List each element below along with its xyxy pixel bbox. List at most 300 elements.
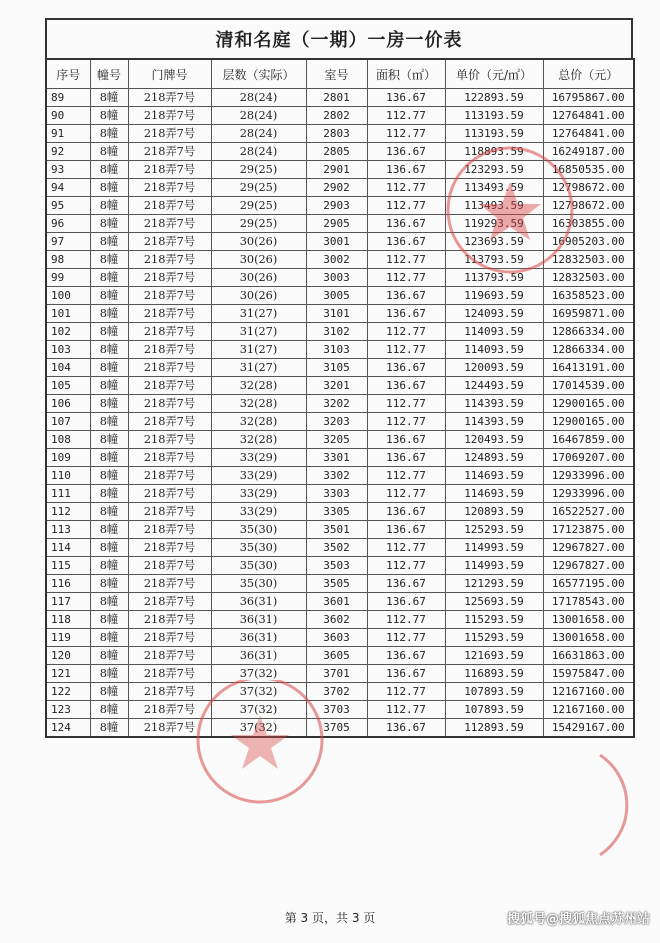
floor-actual-cell: 30(26) xyxy=(211,251,306,269)
building-number-cell: 8幢 xyxy=(90,701,128,719)
floor-actual-cell: 28(24) xyxy=(211,89,306,107)
room-number-cell: 3103 xyxy=(306,341,367,359)
building-number-cell: 8幢 xyxy=(90,467,128,485)
row-number-cell: 102 xyxy=(46,323,90,341)
area-cell: 112.77 xyxy=(367,683,445,701)
area-cell: 112.77 xyxy=(367,125,445,143)
building-number-cell: 8幢 xyxy=(90,575,128,593)
row-number-cell: 113 xyxy=(46,521,90,539)
unit-price-cell: 114093.59 xyxy=(445,323,543,341)
area-cell: 112.77 xyxy=(367,629,445,647)
door-number-cell: 218弄7号 xyxy=(128,125,211,143)
total-price-cell: 15975847.00 xyxy=(543,665,634,683)
area-cell: 136.67 xyxy=(367,449,445,467)
row-number-cell: 118 xyxy=(46,611,90,629)
total-price-cell: 17069207.00 xyxy=(543,449,634,467)
table-row xyxy=(46,179,634,197)
unit-price-cell: 115293.59 xyxy=(445,611,543,629)
building-number-cell: 8幢 xyxy=(90,719,128,738)
row-number-cell: 107 xyxy=(46,413,90,431)
total-price-cell: 12900165.00 xyxy=(543,395,634,413)
floor-actual-cell: 31(27) xyxy=(211,341,306,359)
unit-price-cell: 118893.59 xyxy=(445,143,543,161)
total-price-cell: 12832503.00 xyxy=(543,269,634,287)
unit-price-cell: 114393.59 xyxy=(445,413,543,431)
door-number-cell: 218弄7号 xyxy=(128,701,211,719)
total-price-cell: 16577195.00 xyxy=(543,575,634,593)
floor-actual-cell: 33(29) xyxy=(211,503,306,521)
room-number-cell: 3705 xyxy=(306,719,367,738)
total-price-cell: 12866334.00 xyxy=(543,341,634,359)
column-header: 单价（元/㎡） xyxy=(445,59,543,89)
building-number-cell: 8幢 xyxy=(90,413,128,431)
building-number-cell: 8幢 xyxy=(90,377,128,395)
total-price-cell: 12798672.00 xyxy=(543,197,634,215)
door-number-cell: 218弄7号 xyxy=(128,593,211,611)
total-price-cell: 16850535.00 xyxy=(543,161,634,179)
room-number-cell: 3505 xyxy=(306,575,367,593)
total-price-cell: 12933996.00 xyxy=(543,467,634,485)
building-number-cell: 8幢 xyxy=(90,449,128,467)
row-number-cell: 105 xyxy=(46,377,90,395)
total-price-cell: 12167160.00 xyxy=(543,701,634,719)
building-number-cell: 8幢 xyxy=(90,665,128,683)
building-number-cell: 8幢 xyxy=(90,503,128,521)
table-row xyxy=(46,233,634,251)
building-number-cell: 8幢 xyxy=(90,197,128,215)
room-number-cell: 3502 xyxy=(306,539,367,557)
unit-price-cell: 121293.59 xyxy=(445,575,543,593)
table-row xyxy=(46,305,634,323)
door-number-cell: 218弄7号 xyxy=(128,341,211,359)
floor-actual-cell: 29(25) xyxy=(211,179,306,197)
total-price-cell: 17178543.00 xyxy=(543,593,634,611)
door-number-cell: 218弄7号 xyxy=(128,305,211,323)
unit-price-cell: 114093.59 xyxy=(445,341,543,359)
unit-price-cell: 113793.59 xyxy=(445,251,543,269)
row-number-cell: 99 xyxy=(46,269,90,287)
table-row xyxy=(46,539,634,557)
room-number-cell: 2801 xyxy=(306,89,367,107)
total-price-cell: 13001658.00 xyxy=(543,629,634,647)
room-number-cell: 3203 xyxy=(306,413,367,431)
unit-price-cell: 114393.59 xyxy=(445,395,543,413)
total-price-cell: 12764841.00 xyxy=(543,125,634,143)
table-row xyxy=(46,701,634,719)
floor-actual-cell: 32(28) xyxy=(211,431,306,449)
area-cell: 136.67 xyxy=(367,647,445,665)
unit-price-cell: 119693.59 xyxy=(445,287,543,305)
floor-actual-cell: 35(30) xyxy=(211,521,306,539)
door-number-cell: 218弄7号 xyxy=(128,539,211,557)
unit-price-cell: 121693.59 xyxy=(445,647,543,665)
total-price-cell: 16413191.00 xyxy=(543,359,634,377)
door-number-cell: 218弄7号 xyxy=(128,449,211,467)
table-row xyxy=(46,413,634,431)
table-row xyxy=(46,503,634,521)
floor-actual-cell: 37(32) xyxy=(211,665,306,683)
table-row xyxy=(46,683,634,701)
room-number-cell: 3102 xyxy=(306,323,367,341)
total-price-cell: 12933996.00 xyxy=(543,485,634,503)
door-number-cell: 218弄7号 xyxy=(128,629,211,647)
total-price-cell: 16303855.00 xyxy=(543,215,634,233)
table-row xyxy=(46,215,634,233)
table-row xyxy=(46,323,634,341)
table-row xyxy=(46,89,634,107)
floor-actual-cell: 32(28) xyxy=(211,377,306,395)
building-number-cell: 8幢 xyxy=(90,215,128,233)
table-row xyxy=(46,665,634,683)
room-number-cell: 2905 xyxy=(306,215,367,233)
floor-actual-cell: 36(31) xyxy=(211,611,306,629)
total-price-cell: 12832503.00 xyxy=(543,251,634,269)
door-number-cell: 218弄7号 xyxy=(128,107,211,125)
area-cell: 112.77 xyxy=(367,557,445,575)
document-title: 清和名庭（一期）一房一价表 xyxy=(45,18,633,58)
table-body xyxy=(46,89,634,738)
room-number-cell: 2802 xyxy=(306,107,367,125)
floor-actual-cell: 28(24) xyxy=(211,125,306,143)
row-number-cell: 100 xyxy=(46,287,90,305)
building-number-cell: 8幢 xyxy=(90,395,128,413)
column-header: 层数（实际） xyxy=(211,59,306,89)
area-cell: 136.67 xyxy=(367,287,445,305)
row-number-cell: 101 xyxy=(46,305,90,323)
building-number-cell: 8幢 xyxy=(90,629,128,647)
unit-price-cell: 124493.59 xyxy=(445,377,543,395)
page-number: 第 3 页，共 3 页 xyxy=(284,911,376,925)
column-header: 面积（㎡） xyxy=(367,59,445,89)
row-number-cell: 106 xyxy=(46,395,90,413)
unit-price-cell: 112893.59 xyxy=(445,719,543,738)
floor-actual-cell: 28(24) xyxy=(211,143,306,161)
floor-actual-cell: 36(31) xyxy=(211,647,306,665)
unit-price-cell: 114993.59 xyxy=(445,557,543,575)
unit-price-cell: 113193.59 xyxy=(445,107,543,125)
unit-price-cell: 123693.59 xyxy=(445,233,543,251)
door-number-cell: 218弄7号 xyxy=(128,395,211,413)
table-row xyxy=(46,629,634,647)
area-cell: 112.77 xyxy=(367,395,445,413)
area-cell: 112.77 xyxy=(367,539,445,557)
column-header: 室号 xyxy=(306,59,367,89)
unit-price-cell: 120093.59 xyxy=(445,359,543,377)
door-number-cell: 218弄7号 xyxy=(128,413,211,431)
table-row xyxy=(46,269,634,287)
total-price-cell: 16522527.00 xyxy=(543,503,634,521)
room-number-cell: 3202 xyxy=(306,395,367,413)
building-number-cell: 8幢 xyxy=(90,143,128,161)
area-cell: 112.77 xyxy=(367,413,445,431)
area-cell: 112.77 xyxy=(367,701,445,719)
room-number-cell: 2803 xyxy=(306,125,367,143)
floor-actual-cell: 30(26) xyxy=(211,287,306,305)
area-cell: 136.67 xyxy=(367,665,445,683)
area-cell: 136.67 xyxy=(367,89,445,107)
door-number-cell: 218弄7号 xyxy=(128,89,211,107)
floor-actual-cell: 35(30) xyxy=(211,557,306,575)
total-price-cell: 12764841.00 xyxy=(543,107,634,125)
room-number-cell: 3501 xyxy=(306,521,367,539)
unit-price-cell: 113193.59 xyxy=(445,125,543,143)
door-number-cell: 218弄7号 xyxy=(128,485,211,503)
row-number-cell: 124 xyxy=(46,719,90,738)
room-number-cell: 3702 xyxy=(306,683,367,701)
floor-actual-cell: 28(24) xyxy=(211,107,306,125)
floor-actual-cell: 29(25) xyxy=(211,161,306,179)
building-number-cell: 8幢 xyxy=(90,125,128,143)
row-number-cell: 103 xyxy=(46,341,90,359)
floor-actual-cell: 31(27) xyxy=(211,305,306,323)
floor-actual-cell: 35(30) xyxy=(211,539,306,557)
table-row xyxy=(46,341,634,359)
door-number-cell: 218弄7号 xyxy=(128,719,211,738)
door-number-cell: 218弄7号 xyxy=(128,197,211,215)
header-row xyxy=(46,59,634,89)
building-number-cell: 8幢 xyxy=(90,305,128,323)
unit-price-cell: 107893.59 xyxy=(445,701,543,719)
area-cell: 112.77 xyxy=(367,107,445,125)
building-number-cell: 8幢 xyxy=(90,107,128,125)
table-row xyxy=(46,251,634,269)
row-number-cell: 97 xyxy=(46,233,90,251)
room-number-cell: 3003 xyxy=(306,269,367,287)
area-cell: 112.77 xyxy=(367,179,445,197)
door-number-cell: 218弄7号 xyxy=(128,503,211,521)
floor-actual-cell: 33(29) xyxy=(211,449,306,467)
door-number-cell: 218弄7号 xyxy=(128,665,211,683)
door-number-cell: 218弄7号 xyxy=(128,323,211,341)
area-cell: 112.77 xyxy=(367,467,445,485)
row-number-cell: 117 xyxy=(46,593,90,611)
row-number-cell: 110 xyxy=(46,467,90,485)
table-row xyxy=(46,719,634,738)
unit-price-cell: 119293.59 xyxy=(445,215,543,233)
table-row xyxy=(46,107,634,125)
total-price-cell: 16249187.00 xyxy=(543,143,634,161)
area-cell: 136.67 xyxy=(367,161,445,179)
row-number-cell: 94 xyxy=(46,179,90,197)
unit-price-cell: 124093.59 xyxy=(445,305,543,323)
table-row xyxy=(46,611,634,629)
price-table xyxy=(45,58,635,738)
unit-price-cell: 120493.59 xyxy=(445,431,543,449)
total-price-cell: 12967827.00 xyxy=(543,539,634,557)
row-number-cell: 119 xyxy=(46,629,90,647)
room-number-cell: 3105 xyxy=(306,359,367,377)
area-cell: 136.67 xyxy=(367,431,445,449)
building-number-cell: 8幢 xyxy=(90,89,128,107)
table-row xyxy=(46,287,634,305)
floor-actual-cell: 37(32) xyxy=(211,701,306,719)
partial-seal-stamp xyxy=(590,745,650,865)
floor-actual-cell: 36(31) xyxy=(211,593,306,611)
building-number-cell: 8幢 xyxy=(90,161,128,179)
door-number-cell: 218弄7号 xyxy=(128,683,211,701)
floor-actual-cell: 35(30) xyxy=(211,575,306,593)
table-row xyxy=(46,467,634,485)
row-number-cell: 123 xyxy=(46,701,90,719)
table-row xyxy=(46,161,634,179)
row-number-cell: 114 xyxy=(46,539,90,557)
total-price-cell: 16905203.00 xyxy=(543,233,634,251)
building-number-cell: 8幢 xyxy=(90,323,128,341)
building-number-cell: 8幢 xyxy=(90,521,128,539)
total-price-cell: 12967827.00 xyxy=(543,557,634,575)
building-number-cell: 8幢 xyxy=(90,359,128,377)
floor-actual-cell: 31(27) xyxy=(211,323,306,341)
column-header: 序号 xyxy=(46,59,90,89)
table-row xyxy=(46,575,634,593)
unit-price-cell: 114993.59 xyxy=(445,539,543,557)
row-number-cell: 96 xyxy=(46,215,90,233)
area-cell: 136.67 xyxy=(367,143,445,161)
row-number-cell: 89 xyxy=(46,89,90,107)
row-number-cell: 111 xyxy=(46,485,90,503)
row-number-cell: 90 xyxy=(46,107,90,125)
building-number-cell: 8幢 xyxy=(90,179,128,197)
table-row xyxy=(46,593,634,611)
floor-actual-cell: 36(31) xyxy=(211,629,306,647)
unit-price-cell: 122893.59 xyxy=(445,89,543,107)
row-number-cell: 116 xyxy=(46,575,90,593)
row-number-cell: 122 xyxy=(46,683,90,701)
floor-actual-cell: 30(26) xyxy=(211,233,306,251)
unit-price-cell: 124893.59 xyxy=(445,449,543,467)
door-number-cell: 218弄7号 xyxy=(128,431,211,449)
table-row xyxy=(46,125,634,143)
door-number-cell: 218弄7号 xyxy=(128,269,211,287)
table-row xyxy=(46,197,634,215)
building-number-cell: 8幢 xyxy=(90,683,128,701)
room-number-cell: 3303 xyxy=(306,485,367,503)
row-number-cell: 115 xyxy=(46,557,90,575)
table-row xyxy=(46,377,634,395)
table-row xyxy=(46,647,634,665)
unit-price-cell: 120893.59 xyxy=(445,503,543,521)
door-number-cell: 218弄7号 xyxy=(128,377,211,395)
room-number-cell: 3601 xyxy=(306,593,367,611)
room-number-cell: 3205 xyxy=(306,431,367,449)
area-cell: 136.67 xyxy=(367,305,445,323)
unit-price-cell: 107893.59 xyxy=(445,683,543,701)
unit-price-cell: 125693.59 xyxy=(445,593,543,611)
area-cell: 136.67 xyxy=(367,719,445,738)
floor-actual-cell: 32(28) xyxy=(211,395,306,413)
price-list-sheet xyxy=(45,18,633,738)
door-number-cell: 218弄7号 xyxy=(128,215,211,233)
floor-actual-cell: 33(29) xyxy=(211,467,306,485)
column-header: 门牌号 xyxy=(128,59,211,89)
door-number-cell: 218弄7号 xyxy=(128,611,211,629)
building-number-cell: 8幢 xyxy=(90,269,128,287)
total-price-cell: 16358523.00 xyxy=(543,287,634,305)
building-number-cell: 8幢 xyxy=(90,593,128,611)
room-number-cell: 2901 xyxy=(306,161,367,179)
door-number-cell: 218弄7号 xyxy=(128,233,211,251)
total-price-cell: 12866334.00 xyxy=(543,323,634,341)
room-number-cell: 3005 xyxy=(306,287,367,305)
room-number-cell: 3603 xyxy=(306,629,367,647)
floor-actual-cell: 29(25) xyxy=(211,197,306,215)
room-number-cell: 3305 xyxy=(306,503,367,521)
building-number-cell: 8幢 xyxy=(90,233,128,251)
row-number-cell: 95 xyxy=(46,197,90,215)
total-price-cell: 12900165.00 xyxy=(543,413,634,431)
area-cell: 112.77 xyxy=(367,251,445,269)
door-number-cell: 218弄7号 xyxy=(128,251,211,269)
door-number-cell: 218弄7号 xyxy=(128,575,211,593)
row-number-cell: 120 xyxy=(46,647,90,665)
door-number-cell: 218弄7号 xyxy=(128,287,211,305)
room-number-cell: 2903 xyxy=(306,197,367,215)
total-price-cell: 17123875.00 xyxy=(543,521,634,539)
building-number-cell: 8幢 xyxy=(90,287,128,305)
room-number-cell: 2805 xyxy=(306,143,367,161)
area-cell: 112.77 xyxy=(367,485,445,503)
area-cell: 136.67 xyxy=(367,575,445,593)
unit-price-cell: 115293.59 xyxy=(445,629,543,647)
door-number-cell: 218弄7号 xyxy=(128,179,211,197)
total-price-cell: 13001658.00 xyxy=(543,611,634,629)
building-number-cell: 8幢 xyxy=(90,341,128,359)
table-row xyxy=(46,395,634,413)
building-number-cell: 8幢 xyxy=(90,251,128,269)
door-number-cell: 218弄7号 xyxy=(128,647,211,665)
room-number-cell: 3101 xyxy=(306,305,367,323)
row-number-cell: 91 xyxy=(46,125,90,143)
unit-price-cell: 113493.59 xyxy=(445,197,543,215)
door-number-cell: 218弄7号 xyxy=(128,143,211,161)
unit-price-cell: 114693.59 xyxy=(445,467,543,485)
area-cell: 112.77 xyxy=(367,323,445,341)
room-number-cell: 3301 xyxy=(306,449,367,467)
table-row xyxy=(46,485,634,503)
total-price-cell: 16467859.00 xyxy=(543,431,634,449)
table-header xyxy=(46,59,634,89)
table-row xyxy=(46,143,634,161)
room-number-cell: 3201 xyxy=(306,377,367,395)
building-number-cell: 8幢 xyxy=(90,431,128,449)
building-number-cell: 8幢 xyxy=(90,557,128,575)
door-number-cell: 218弄7号 xyxy=(128,161,211,179)
unit-price-cell: 123293.59 xyxy=(445,161,543,179)
column-header: 总价（元） xyxy=(543,59,634,89)
row-number-cell: 92 xyxy=(46,143,90,161)
total-price-cell: 12798672.00 xyxy=(543,179,634,197)
unit-price-cell: 113793.59 xyxy=(445,269,543,287)
area-cell: 112.77 xyxy=(367,611,445,629)
unit-price-cell: 116893.59 xyxy=(445,665,543,683)
building-number-cell: 8幢 xyxy=(90,539,128,557)
total-price-cell: 17014539.00 xyxy=(543,377,634,395)
floor-actual-cell: 37(32) xyxy=(211,683,306,701)
door-number-cell: 218弄7号 xyxy=(128,521,211,539)
door-number-cell: 218弄7号 xyxy=(128,557,211,575)
floor-actual-cell: 30(26) xyxy=(211,269,306,287)
room-number-cell: 2902 xyxy=(306,179,367,197)
table-row xyxy=(46,359,634,377)
table-row xyxy=(46,431,634,449)
floor-actual-cell: 33(29) xyxy=(211,485,306,503)
floor-actual-cell: 32(28) xyxy=(211,413,306,431)
area-cell: 112.77 xyxy=(367,197,445,215)
room-number-cell: 3602 xyxy=(306,611,367,629)
door-number-cell: 218弄7号 xyxy=(128,467,211,485)
area-cell: 136.67 xyxy=(367,359,445,377)
room-number-cell: 3701 xyxy=(306,665,367,683)
